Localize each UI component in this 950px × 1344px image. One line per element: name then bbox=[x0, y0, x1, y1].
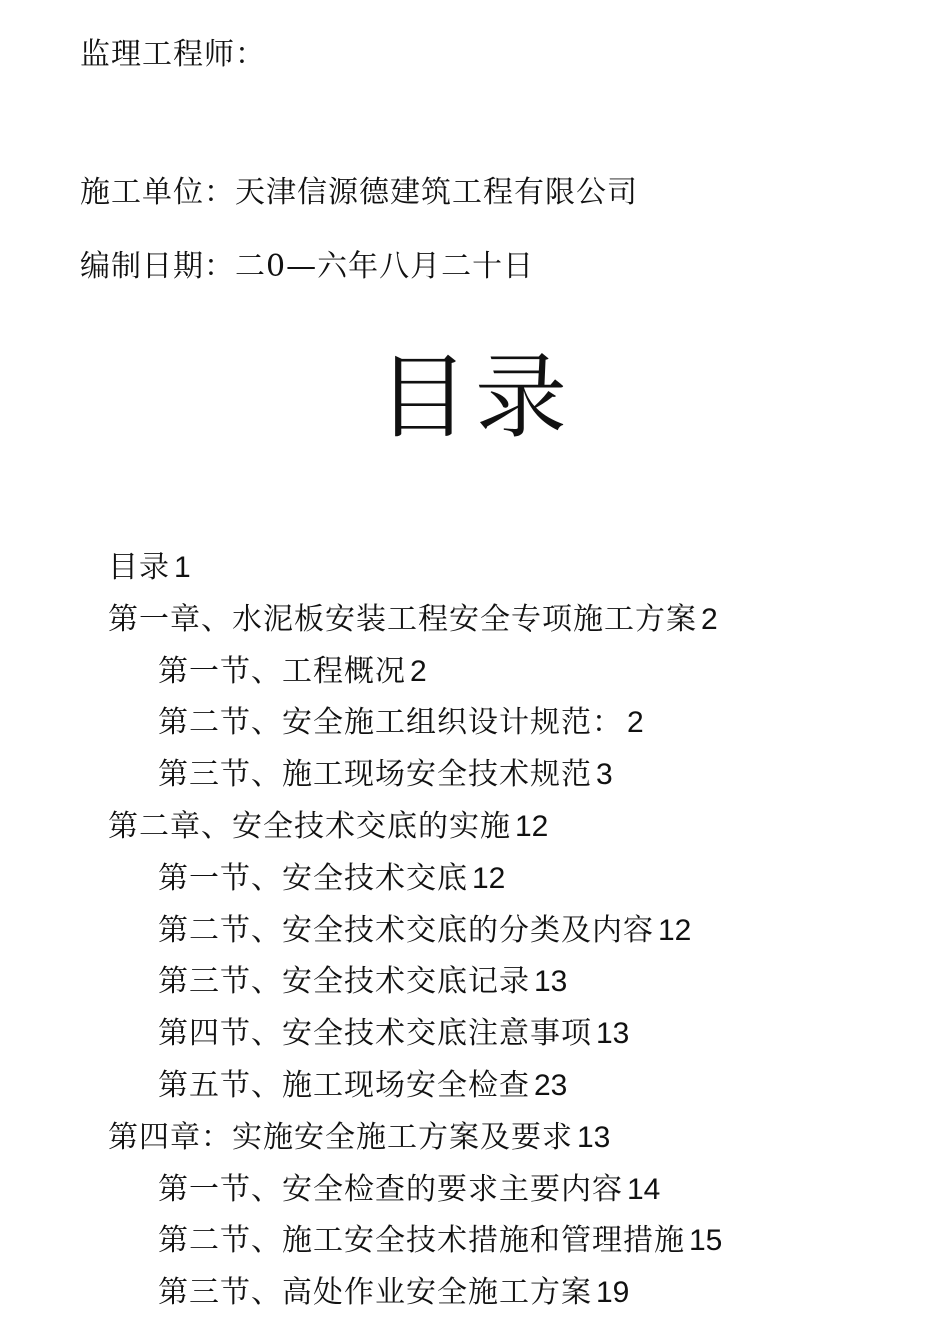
toc-entry-page: 23 bbox=[534, 1068, 568, 1102]
toc-title: 目录 bbox=[376, 344, 573, 451]
supervisor-engineer-line: 监理工程师： bbox=[80, 37, 266, 72]
toc-entry-page: 13 bbox=[577, 1120, 611, 1154]
toc-entry[interactable] bbox=[0, 859, 950, 911]
toc-entry-text: 第二节、安全施工组织设计规范： bbox=[158, 705, 623, 741]
toc-entry-page: 2 bbox=[627, 706, 644, 740]
toc-entry-text: 第一节、安全技术交底 bbox=[158, 860, 468, 896]
toc-entry[interactable] bbox=[0, 652, 950, 704]
toc-entry-page: 12 bbox=[515, 809, 549, 843]
toc-entry[interactable] bbox=[0, 1066, 950, 1118]
toc-entry-text: 第五节、施工现场安全检查 bbox=[158, 1067, 530, 1103]
toc-entry[interactable] bbox=[0, 548, 950, 600]
toc-entry-page: 15 bbox=[689, 1224, 723, 1258]
toc-entry[interactable] bbox=[0, 703, 950, 755]
toc-entry-text: 第一章、水泥板安装工程安全专项施工方案 bbox=[108, 601, 697, 637]
toc-entry-page: 14 bbox=[627, 1172, 661, 1206]
toc-entry-text: 第二节、施工安全技术措施和管理措施 bbox=[158, 1223, 685, 1259]
toc-entry-page: 12 bbox=[472, 861, 506, 895]
toc-entry[interactable] bbox=[0, 1170, 950, 1222]
toc-entry[interactable] bbox=[0, 600, 950, 652]
toc-entry-page: 2 bbox=[701, 602, 718, 636]
toc-entry-text: 第四节、安全技术交底注意事项 bbox=[158, 1016, 592, 1052]
toc-entry-page: 13 bbox=[534, 965, 568, 999]
construction-unit-line: 施工单位：天津信源德建筑工程有限公司 bbox=[80, 175, 638, 210]
toc-entry[interactable] bbox=[0, 911, 950, 963]
toc-entry-text: 第三节、高处作业安全施工方案 bbox=[158, 1275, 592, 1311]
toc-entry-text: 第一节、工程概况 bbox=[158, 653, 406, 689]
toc-entry-text: 第二章、安全技术交底的实施 bbox=[108, 808, 511, 844]
toc-entry-text: 第三节、施工现场安全技术规范 bbox=[158, 757, 592, 793]
toc-entry[interactable] bbox=[0, 1014, 950, 1066]
toc-entry-page: 3 bbox=[596, 758, 613, 792]
toc-entry[interactable] bbox=[0, 1273, 950, 1325]
toc-entry[interactable] bbox=[0, 1221, 950, 1273]
toc-entry-page: 13 bbox=[596, 1017, 630, 1051]
toc-entry-text: 第一节、安全检查的要求主要内容 bbox=[158, 1171, 623, 1207]
toc-entry[interactable] bbox=[0, 962, 950, 1014]
toc-entry[interactable] bbox=[0, 1118, 950, 1170]
toc-entry-text: 第四章：实施安全施工方案及要求 bbox=[108, 1119, 573, 1155]
toc-entry-text: 目录 bbox=[108, 550, 170, 585]
toc-entry-page: 19 bbox=[596, 1276, 630, 1310]
table-of-contents bbox=[0, 548, 950, 1325]
compilation-date-line: 编制日期：二0—六年八月二十日 bbox=[80, 249, 535, 284]
toc-entry[interactable] bbox=[0, 807, 950, 859]
toc-entry-page: 1 bbox=[174, 551, 191, 584]
toc-entry[interactable] bbox=[0, 755, 950, 807]
toc-entry-page: 12 bbox=[658, 913, 692, 947]
toc-entry-text: 第三节、安全技术交底记录 bbox=[158, 964, 530, 1000]
toc-entry-text: 第二节、安全技术交底的分类及内容 bbox=[158, 912, 654, 948]
toc-entry-page: 2 bbox=[410, 654, 427, 688]
